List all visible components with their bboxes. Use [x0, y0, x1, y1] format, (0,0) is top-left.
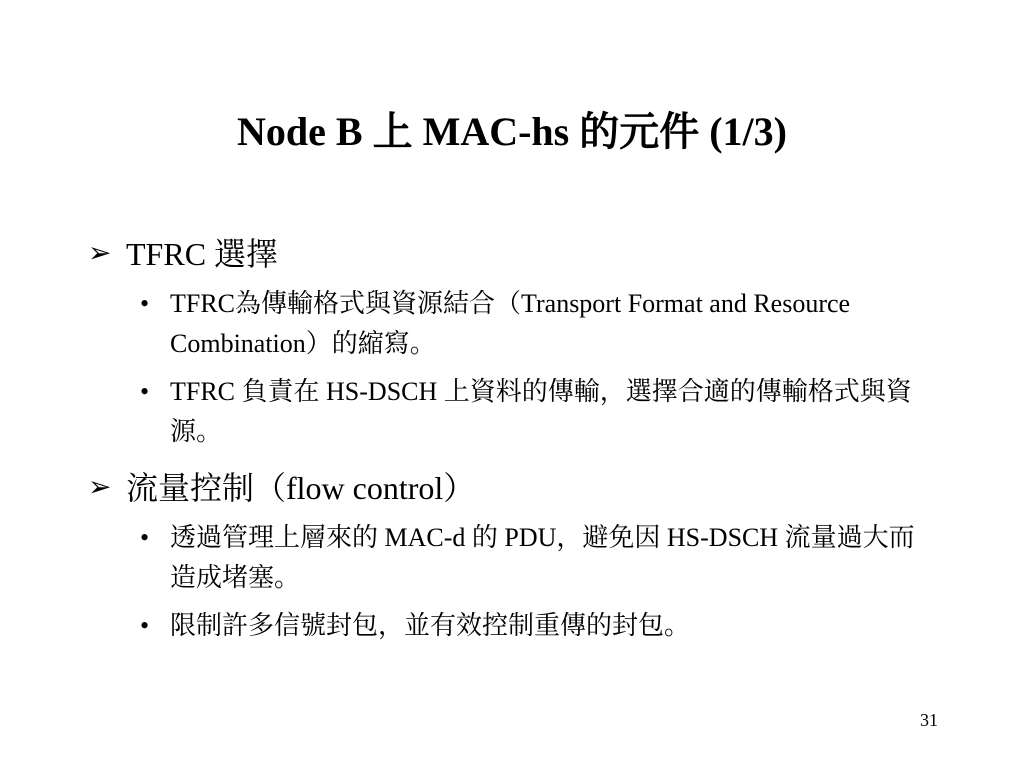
dot-bullet-icon: •	[140, 377, 150, 406]
bullet-list	[88, 518, 938, 646]
dot-bullet-icon: •	[140, 611, 150, 640]
section-heading-text: TFRC 選擇	[126, 236, 279, 272]
arrow-bullet-icon: ➢	[88, 472, 112, 503]
slide-content	[88, 232, 938, 654]
section-flow-control	[88, 466, 938, 646]
bullet-list	[88, 284, 938, 452]
slide-title: Node B 上 MAC-hs 的元件 (1/3)	[237, 109, 787, 154]
section-heading-text: 流量控制（flow control）	[126, 470, 476, 506]
section-heading	[88, 232, 938, 276]
list-item	[88, 606, 938, 646]
arrow-bullet-icon: ➢	[88, 238, 112, 269]
page-number: 31	[920, 710, 938, 730]
dot-bullet-icon: •	[140, 289, 150, 318]
section-tfrc-selection	[88, 232, 938, 452]
list-item-text: 透過管理上層來的 MAC-d 的 PDU，避免因 HS-DSCH 流量過大而造成堵塞。	[170, 523, 915, 592]
list-item-text: TFRC為傳輸格式與資源結合（Transport Format and Resource Combination）的縮寫。	[170, 289, 851, 358]
list-item	[88, 372, 938, 452]
dot-bullet-icon: •	[140, 523, 150, 552]
list-item-text: 限制許多信號封包，並有效控制重傳的封包。	[170, 611, 691, 640]
section-heading	[88, 466, 938, 510]
list-item	[88, 284, 938, 364]
list-item-text: TFRC 負責在 HS-DSCH 上資料的傳輸，選擇合適的傳輸格式與資源。	[170, 377, 912, 446]
list-item	[88, 518, 938, 598]
